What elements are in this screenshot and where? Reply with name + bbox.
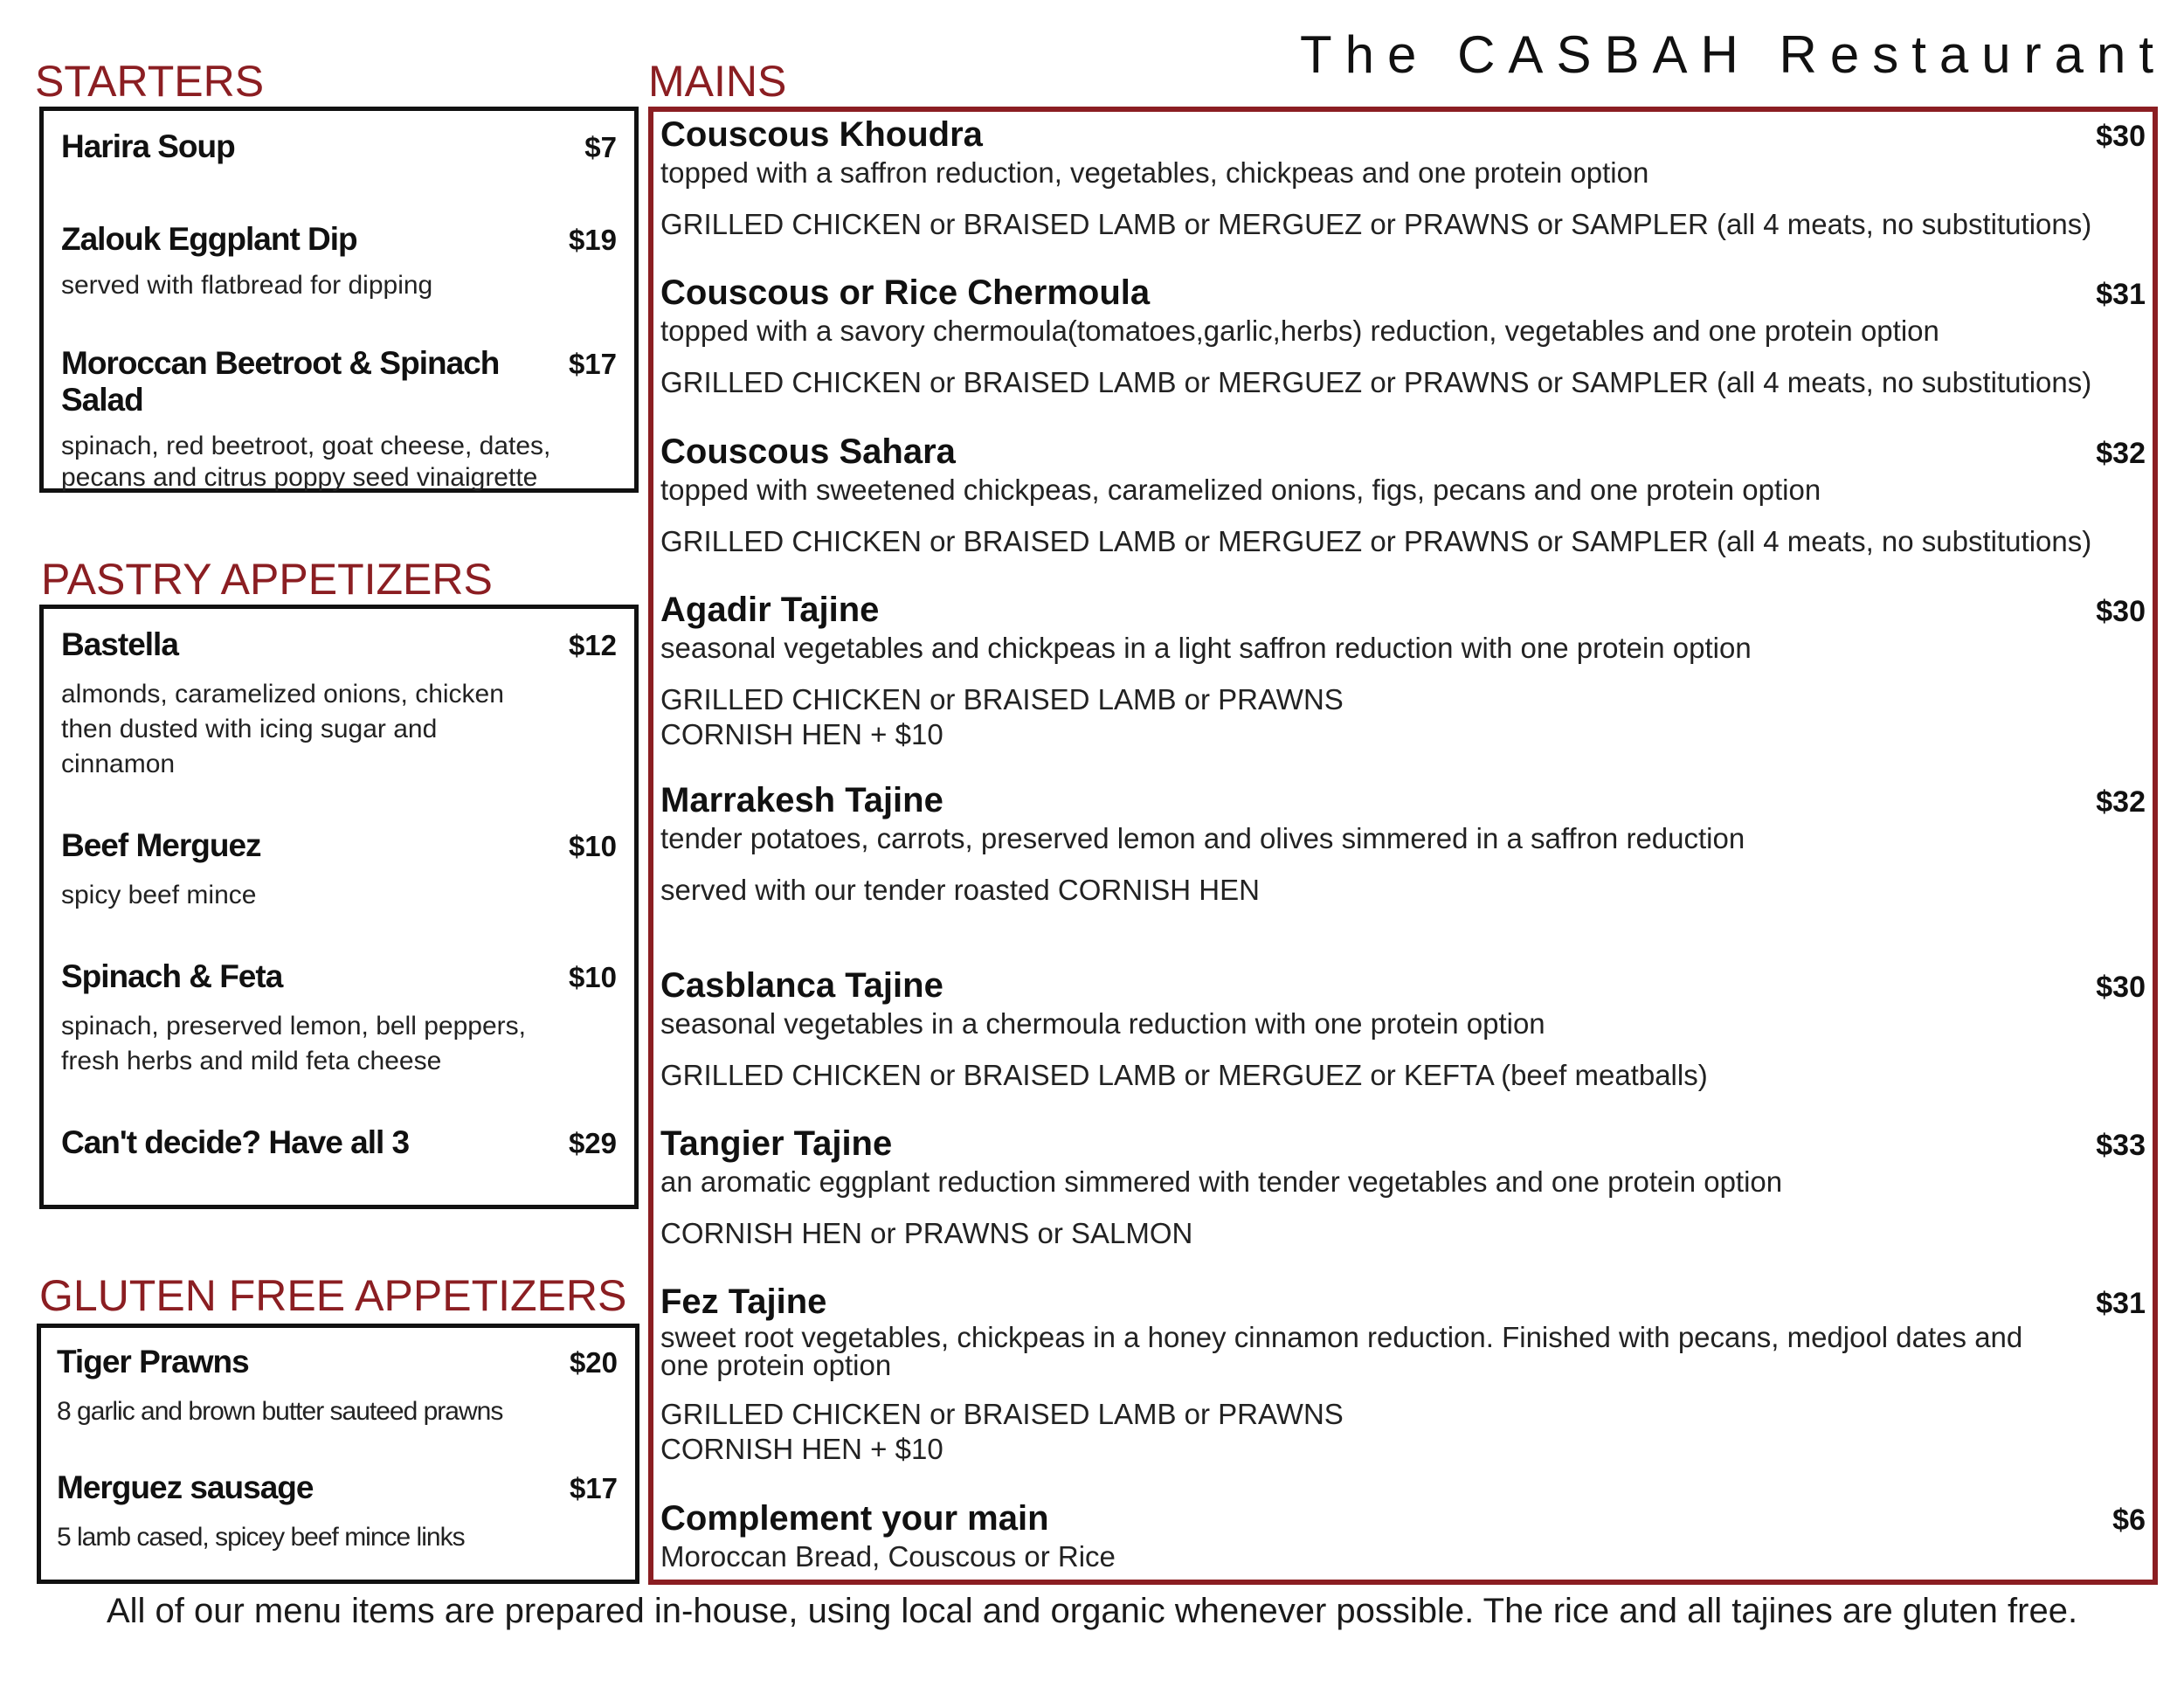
mains-box [648,107,2158,1585]
main-description: tender potatoes, carrots, preserved lemon and olives simmered in a saffron reduction [660,822,1745,854]
main-name: Marrakesh Tajine [660,781,943,819]
main-name: Couscous Sahara [660,432,956,471]
main-price: $30 [2096,595,2146,628]
item-description: spicy beef mince [61,881,257,909]
main-name: Couscous Khoudra [660,115,983,154]
gluten-free-appetizers-title: GLUTEN FREE APPETIZERS [39,1271,627,1320]
item-price: $10 [568,961,617,993]
main-addon-option: CORNISH HEN + $10 [660,1433,943,1465]
menu-item [61,345,617,494]
item-description: spinach, preserved lemon, bell peppers, fresh herbs and mild feta cheese [61,1012,526,1075]
menu-item [61,958,617,1079]
menu-item [61,128,617,165]
menu-item [57,1344,618,1429]
main-description: sweet root vegetables, chickpeas in a honey cinnamon reduction. Finished with pecans, medjool dates and one protein option [660,1321,2023,1381]
menu-item [57,1469,618,1555]
main-protein-options: GRILLED CHICKEN or BRAISED LAMB or PRAWNS [660,1398,1344,1430]
item-name: Merguez sausage [57,1469,314,1505]
pastry-appetizers-box [39,605,639,1209]
main-price: $30 [2096,971,2146,1004]
main-name: Casblanca Tajine [660,966,943,1005]
main-item [660,1499,2146,1573]
item-name: Beef Merguez [61,827,261,863]
item-price: $7 [584,131,617,163]
item-name: Moroccan Beetroot & Spinach Salad [61,345,500,418]
item-price: $29 [568,1127,617,1159]
main-description: an aromatic eggplant reduction simmered with tender vegetables and one protein option [660,1165,1783,1198]
main-name: Agadir Tajine [660,591,880,629]
main-item [660,966,2146,1093]
main-price: $31 [2096,278,2146,311]
item-price: $17 [568,348,617,380]
main-item [660,591,2146,752]
main-name: Couscous or Rice Chermoula [660,273,1151,312]
item-name: Can't decide? Have all 3 [61,1124,410,1160]
mains-title: MAINS [648,57,787,106]
item-name: Spinach & Feta [61,958,283,994]
restaurant-title: The CASBAH Restaurant [1300,25,2167,84]
starters-box [39,107,639,493]
main-description: topped with sweetened chickpeas, caramelized onions, figs, pecans and one protein option [660,474,1821,506]
main-name: Fez Tajine [660,1283,827,1321]
footer-note: All of our menu items are prepared in-house, using local and organic whenever possible. The rice and all tajines are gluten free. [106,1592,2078,1630]
item-name: Harira Soup [61,128,235,164]
item-description: spinach, red beetroot, goat cheese, dates, pecans and citrus poppy seed vinaigrette [61,432,551,492]
main-price: $30 [2096,120,2146,153]
item-price: $12 [568,629,617,661]
main-name: Tangier Tajine [660,1124,893,1163]
item-description: 5 lamb cased, spicey beef mince links [57,1523,465,1552]
main-price: $33 [2096,1129,2146,1162]
main-item [660,1283,2146,1467]
main-description: seasonal vegetables and chickpeas in a light saffron reduction with one protein option [660,632,1752,664]
item-price: $10 [568,830,617,862]
main-item [660,781,2146,908]
main-protein-options: GRILLED CHICKEN or BRAISED LAMB or MERGUEZ or PRAWNS or SAMPLER (all 4 meats, no substitutions) [660,366,2092,398]
menu-item [61,626,617,782]
menu-item [61,827,617,913]
main-addon-option: CORNISH HEN + $10 [660,718,943,750]
main-protein-options: GRILLED CHICKEN or BRAISED LAMB or MERGUEZ or KEFTA (beef meatballs) [660,1059,1708,1091]
item-description: served with flatbread for dipping [61,271,433,300]
main-price: $32 [2096,785,2146,819]
menu-item [61,221,617,303]
pastry-appetizers-title: PASTRY APPETIZERS [41,555,493,604]
main-item [660,1124,2146,1251]
main-price: $32 [2096,437,2146,470]
main-name: Complement your main [660,1499,1049,1538]
gluten-free-appetizers-box [37,1324,639,1584]
item-price: $20 [569,1346,618,1379]
menu-item [61,1124,617,1161]
main-description: topped with a saffron reduction, vegetables, chickpeas and one protein option [660,156,1649,189]
item-description: almonds, caramelized onions, chicken then dusted with icing sugar and cinnamon [61,680,504,778]
item-price: $19 [568,224,617,256]
main-protein-options: CORNISH HEN or PRAWNS or SALMON [660,1217,1193,1249]
item-name: Tiger Prawns [57,1344,249,1379]
item-description: 8 garlic and brown butter sauteed prawns [57,1397,503,1426]
main-item [660,115,2146,242]
main-item [660,432,2146,559]
main-protein-options: GRILLED CHICKEN or BRAISED LAMB or MERGUEZ or PRAWNS or SAMPLER (all 4 meats, no substitutions) [660,208,2092,240]
main-protein-options: GRILLED CHICKEN or BRAISED LAMB or MERGUEZ or PRAWNS or SAMPLER (all 4 meats, no substitutions) [660,525,2092,557]
main-price: $6 [2112,1504,2146,1537]
main-serving-note: served with our tender roasted CORNISH HEN [660,874,1260,906]
main-item [660,273,2146,400]
item-name: Bastella [61,626,178,662]
starters-title: STARTERS [35,57,265,106]
main-protein-options: GRILLED CHICKEN or BRAISED LAMB or PRAWNS [660,683,1344,716]
main-price: $31 [2096,1287,2146,1320]
main-description: topped with a savory chermoula(tomatoes,garlic,herbs) reduction, vegetables and one protein option [660,315,1939,347]
item-name: Zalouk Eggplant Dip [61,221,357,257]
main-description: Moroccan Bread, Couscous or Rice [660,1540,1116,1573]
main-description: seasonal vegetables in a chermoula reduction with one protein option [660,1007,1545,1040]
item-price: $17 [569,1472,618,1504]
